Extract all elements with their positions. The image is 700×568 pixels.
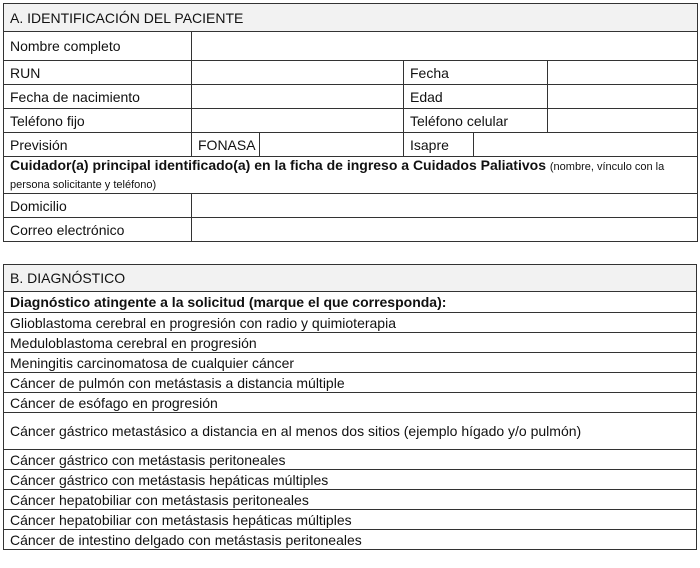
run-field[interactable]	[192, 61, 404, 85]
diagnosis-option[interactable]: Cáncer de esófago en progresión	[4, 393, 697, 413]
diagnosis-option[interactable]: Meningitis carcinomatosa de cualquier cáncer	[4, 353, 697, 373]
correo-field[interactable]	[192, 218, 698, 242]
diagnosis-table	[3, 264, 697, 550]
telefono-fijo-label: Teléfono fijo	[4, 109, 192, 133]
telefono-celular-field[interactable]	[548, 109, 698, 133]
diagnosis-option[interactable]: Cáncer de intestino delgado con metástasis peritoneales	[4, 530, 697, 550]
cuidador-field[interactable]	[4, 157, 698, 194]
telefono-celular-label: Teléfono celular	[404, 109, 548, 133]
diagnosis-option[interactable]: Cáncer gástrico metastásico a distancia en al menos dos sitios (ejemplo hígado y/o pulmón)	[4, 413, 697, 450]
diagnosis-option[interactable]: Meduloblastoma cerebral en progresión	[4, 333, 697, 353]
fonasa-field[interactable]	[260, 133, 404, 157]
fecha-field[interactable]	[548, 61, 698, 85]
nacimiento-field[interactable]	[192, 85, 404, 109]
nombre-label: Nombre completo	[4, 32, 192, 61]
nacimiento-label: Fecha de nacimiento	[4, 85, 192, 109]
diagnosis-option[interactable]: Cáncer gástrico con metástasis peritoneales	[4, 450, 697, 470]
diagnosis-option[interactable]: Cáncer hepatobiliar con metástasis hepáticas múltiples	[4, 510, 697, 530]
nombre-field[interactable]	[192, 32, 698, 61]
diagnosis-option[interactable]: Glioblastoma cerebral en progresión con radio y quimioterapia	[4, 313, 697, 333]
edad-label: Edad	[404, 85, 548, 109]
telefono-fijo-field[interactable]	[192, 109, 404, 133]
fonasa-label: FONASA	[192, 133, 260, 157]
domicilio-label: Domicilio	[4, 194, 192, 218]
section-a-title: A. IDENTIFICACIÓN DEL PACIENTE	[4, 4, 698, 32]
diagnosis-option[interactable]: Cáncer hepatobiliar con metástasis peritoneales	[4, 490, 697, 510]
cuidador-note: (nombre, vínculo con la persona solicitante y teléfono)	[10, 161, 665, 191]
diagnosis-option[interactable]: Cáncer gástrico con metástasis hepáticas múltiples	[4, 470, 697, 490]
patient-identification-table	[3, 3, 698, 242]
isapre-label: Isapre	[404, 133, 474, 157]
prevision-label: Previsión	[4, 133, 192, 157]
diagnosis-instruction: Diagnóstico atingente a la solicitud (marque el que corresponda):	[4, 292, 697, 313]
fecha-label: Fecha	[404, 61, 548, 85]
domicilio-field[interactable]	[192, 194, 698, 218]
diagnosis-option[interactable]: Cáncer de pulmón con metástasis a distancia múltiple	[4, 373, 697, 393]
cuidador-label: Cuidador(a) principal identificado(a) en la ficha de ingreso a Cuidados Paliativos	[10, 157, 546, 173]
isapre-field[interactable]	[474, 133, 698, 157]
correo-label: Correo electrónico	[4, 218, 192, 242]
run-label: RUN	[4, 61, 192, 85]
edad-field[interactable]	[548, 85, 698, 109]
section-b-title: B. DIAGNÓSTICO	[4, 265, 697, 292]
